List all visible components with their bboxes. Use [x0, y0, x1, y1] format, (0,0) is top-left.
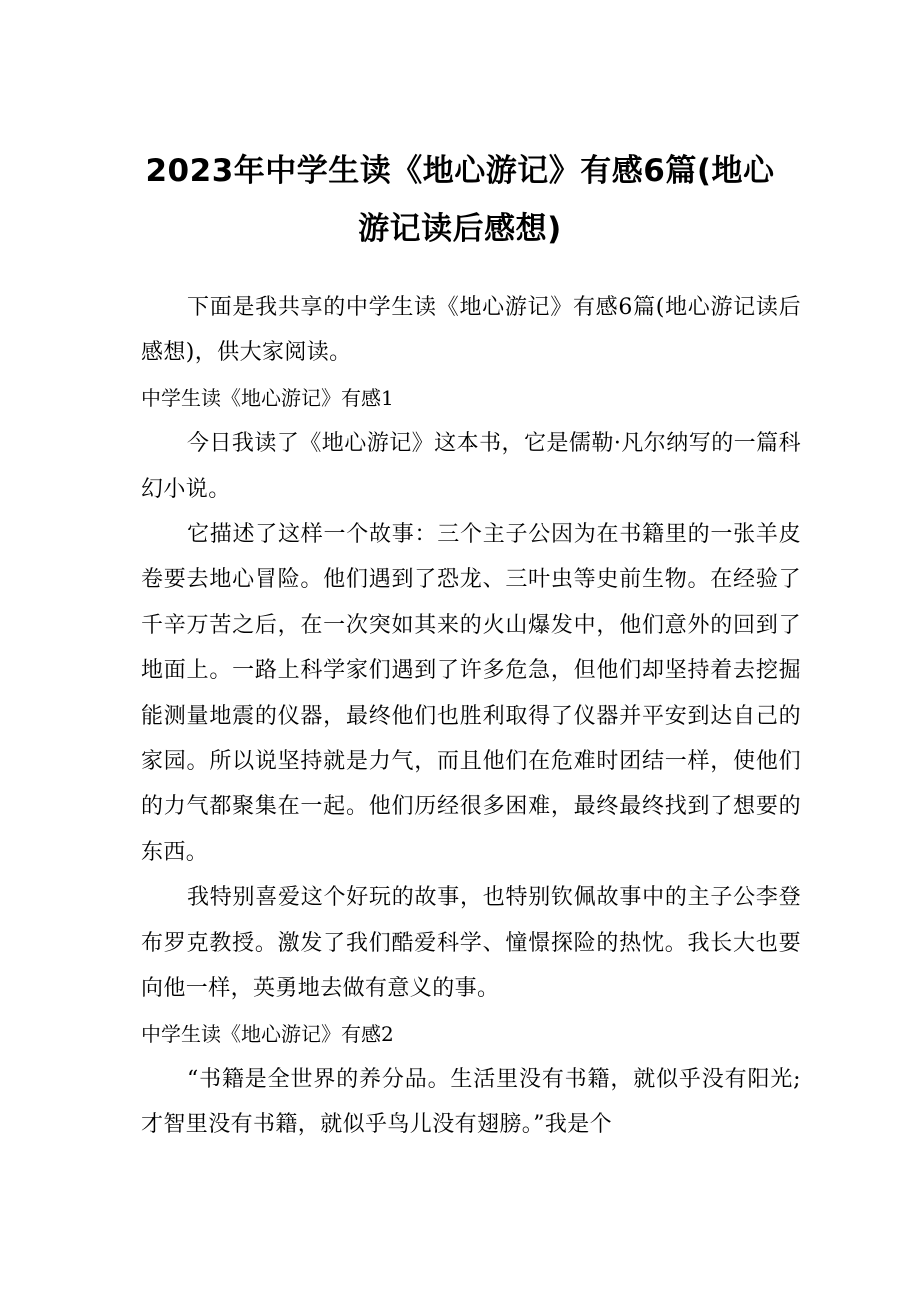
section-heading-1: 中学生读《地心游记》有感1 — [141, 385, 394, 410]
section-heading-2: 中学生读《地心游记》有感2 — [141, 1021, 394, 1046]
section-1-paragraph-3: 我特别喜爱这个好玩的故事，也特别钦佩故事中的主子公李登布罗克教授。激发了我们酷爱科学、憧憬探险的热忱。我长大也要向他一样，英勇地去做有意义的事。 — [141, 885, 801, 1002]
section-1-paragraph-2: 它描述了这样一个故事：三个主子公因为在书籍里的一张羊皮卷要去地心冒险。他们遇到了恐龙、三叶虫等史前生物。在经验了千辛万苦之后，在一次突如其来的火山爆发中，他们意外的回到了地面上。一路上科学家们遇到了许多危急，但他们却坚持着去挖掘能测量地震的仪器，最终他们也胜利取得了仪器并平安到达自己的家园。所以说坚持就是力气，而且他们在危难时团结一样，使他们的力气都聚集在一起。他们历经很多困难，最终最终找到了想要的东西。 — [141, 522, 801, 865]
section-2-paragraph-1: “书籍是全世界的养分品。生活里没有书籍，就似乎没有阳光;才智里没有书籍，就似乎鸟儿没有翅膀。”我是个 — [141, 1066, 801, 1138]
document-title: 2023年中学生读《地心游记》有感6篇(地心游记读后感想) — [145, 153, 775, 247]
intro-paragraph: 下面是我共享的中学生读《地心游记》有感6篇(地心游记读后感想)，供大家阅读。 — [141, 295, 801, 366]
document-body — [141, 285, 801, 1148]
section-1-paragraph-1: 今日我读了《地心游记》这本书，它是儒勒·凡尔纳写的一篇科幻小说。 — [141, 431, 801, 502]
